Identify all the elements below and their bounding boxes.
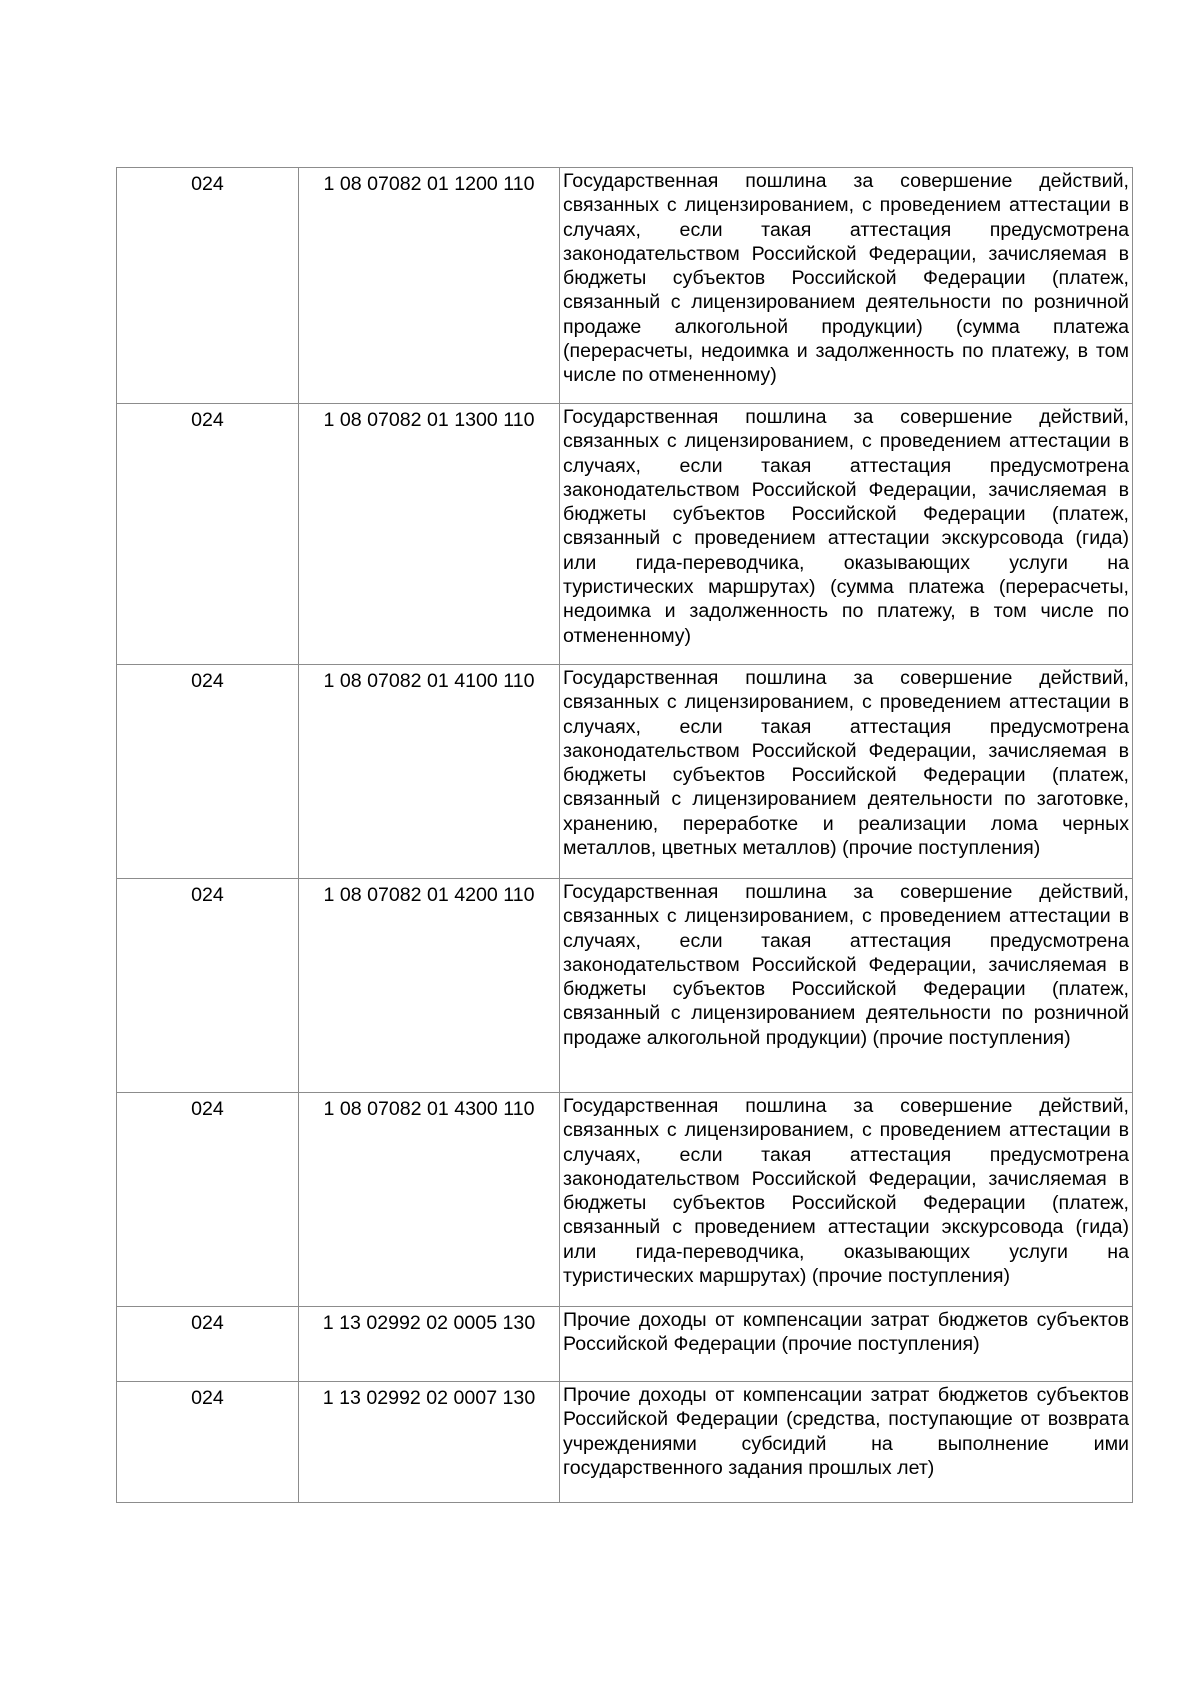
description-cell — [560, 404, 1133, 665]
description-cell — [560, 1382, 1133, 1503]
admin-code-cell: 024 — [117, 1093, 299, 1307]
description-cell — [560, 168, 1133, 404]
table-row — [117, 1307, 1133, 1382]
table-row — [117, 168, 1133, 404]
admin-code-cell: 024 — [117, 168, 299, 404]
description-text: Государственная пошлина за совершение действий, связанных с лицензированием, с проведением аттестации в случаях, если такая аттестация предусмотрена законодательством Российской Федерации, зачисляемая в бюджеты субъектов Российской Федерации (платеж, связанный с проведением аттестации экскурсовода (гида) или гида-переводчика, оказывающих услуги на туристических маршрутах) (сумма платежа (перерасчеты, недоимка и задолженность по платежу, в том числе по отмененному) — [563, 406, 1129, 647]
table-row — [117, 1093, 1133, 1307]
description-text: Прочие доходы от компенсации затрат бюджетов субъектов Российской Федерации (прочие поступления) — [563, 1309, 1129, 1356]
admin-code-cell: 024 — [117, 665, 299, 879]
kbk-code-cell: 1 08 07082 01 1300 110 — [299, 404, 560, 665]
admin-code-cell: 024 — [117, 879, 299, 1093]
revenue-codes-table — [116, 167, 1133, 1503]
description-cell — [560, 879, 1133, 1093]
description-text: Государственная пошлина за совершение действий, связанных с лицензированием, с проведением аттестации в случаях, если такая аттестация предусмотрена законодательством Российской Федерации, зачисляемая в бюджеты субъектов Российской Федерации (платеж, связанный с лицензированием деятельности по розничной продаже алкогольной продукции) (прочие поступления) — [563, 881, 1129, 1049]
kbk-code-cell: 1 13 02992 02 0007 130 — [299, 1382, 560, 1503]
admin-code-cell: 024 — [117, 404, 299, 665]
description-text: Прочие доходы от компенсации затрат бюджетов субъектов Российской Федерации (средства, поступающие от возврата учреждениями субсидий на выполнение ими государственного задания прошлых лет) — [563, 1384, 1129, 1479]
description-text: Государственная пошлина за совершение действий, связанных с лицензированием, с проведением аттестации в случаях, если такая аттестация предусмотрена законодательством Российской Федерации, зачисляемая в бюджеты субъектов Российской Федерации (платеж, связанный с лицензированием деятельности по заготовке, хранению, переработке и реализации лома черных металлов, цветных металлов) (прочие поступления) — [563, 667, 1129, 860]
table-row — [117, 879, 1133, 1093]
description-text: Государственная пошлина за совершение действий, связанных с лицензированием, с проведением аттестации в случаях, если такая аттестация предусмотрена законодательством Российской Федерации, зачисляемая в бюджеты субъектов Российской Федерации (платеж, связанный с проведением аттестации экскурсовода (гида) или гида-переводчика, оказывающих услуги на туристических маршрутах) (прочие поступления) — [563, 1095, 1129, 1288]
table-row — [117, 1382, 1133, 1503]
kbk-code-cell: 1 08 07082 01 4200 110 — [299, 879, 560, 1093]
table-row — [117, 665, 1133, 879]
kbk-code-cell: 1 08 07082 01 4300 110 — [299, 1093, 560, 1307]
description-cell — [560, 665, 1133, 879]
kbk-code-cell: 1 13 02992 02 0005 130 — [299, 1307, 560, 1382]
description-cell — [560, 1307, 1133, 1382]
kbk-code-cell: 1 08 07082 01 1200 110 — [299, 168, 560, 404]
description-text: Государственная пошлина за совершение действий, связанных с лицензированием, с проведением аттестации в случаях, если такая аттестация предусмотрена законодательством Российской Федерации, зачисляемая в бюджеты субъектов Российской Федерации (платеж, связанный с лицензированием деятельности по розничной продаже алкогольной продукции) (сумма платежа (перерасчеты, недоимка и задолженность по платежу, в том числе по отмененному) — [563, 170, 1129, 387]
kbk-code-cell: 1 08 07082 01 4100 110 — [299, 665, 560, 879]
admin-code-cell: 024 — [117, 1307, 299, 1382]
admin-code-cell: 024 — [117, 1382, 299, 1503]
description-cell — [560, 1093, 1133, 1307]
table-row — [117, 404, 1133, 665]
